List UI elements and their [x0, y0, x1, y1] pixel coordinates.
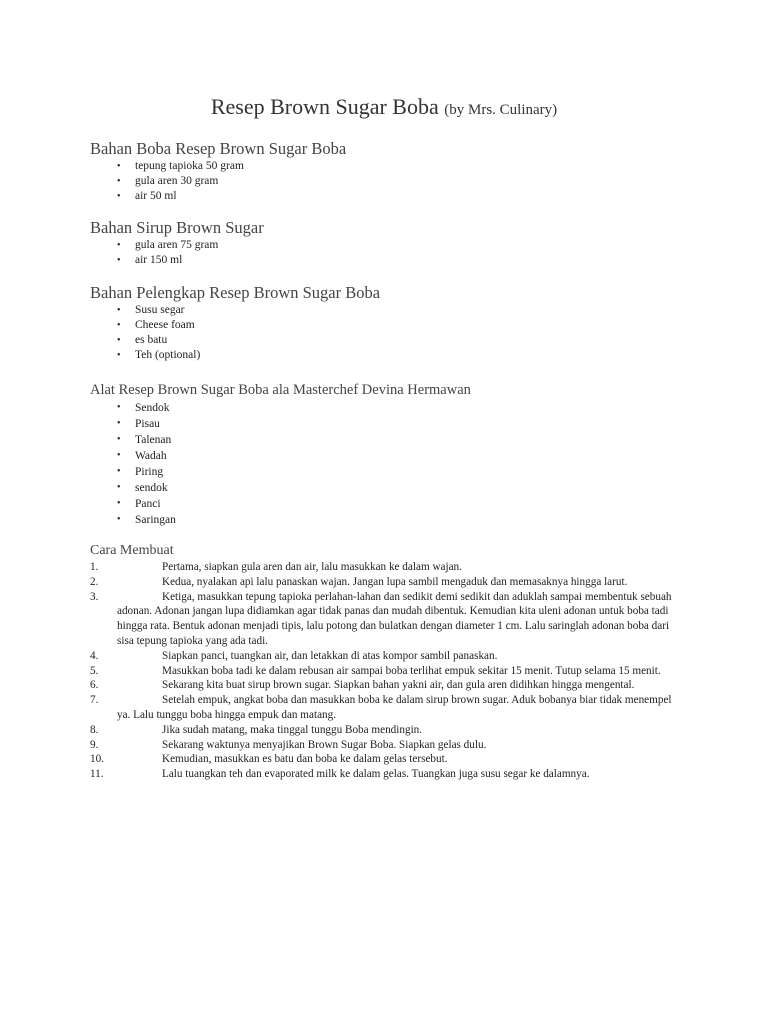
- list-item: • es batu: [117, 334, 168, 346]
- step-text: Ketiga, masukkan tepung tapioka perlahan-lahan dan sedikit demi sedikit dan aduklah sampai membentuk sebuah adonan. Adonan jangan lupa didiamkan agar tidak panas dan mudah dibentuk. Kemudian kita uleni adonan untuk boba tadi hingga rata. Bentuk adonan menjadi tipis, lalu potong dan bulatkan dengan diameter 1 cm. Lalu saringlah adonan boba dari sisa tepung tapioka yang ada tadi.: [117, 590, 672, 647]
- section-method: [90, 542, 690, 782]
- bullet-icon: •: [117, 240, 121, 251]
- list-item: [90, 693, 680, 723]
- step-number: 2.: [90, 575, 99, 588]
- step-number: 1.: [90, 561, 99, 573]
- step-text: Kemudian, masukkan es batu dan boba ke dalam gelas tersebut.: [162, 753, 448, 766]
- step-text: Jika sudah matang, maka tinggal tunggu Boba mendingin.: [162, 723, 423, 736]
- list-item: [90, 664, 680, 679]
- list-item: [90, 560, 680, 575]
- step-number: 10.: [90, 753, 104, 766]
- title-main: Resep Brown Sugar Boba: [210, 94, 439, 119]
- step-number: 4.: [90, 649, 99, 662]
- list-item: • sendok: [117, 482, 168, 494]
- list-item: [90, 575, 680, 590]
- section-heading: Bahan Boba Resep Brown Sugar Boba: [90, 139, 347, 158]
- list-item: [90, 649, 680, 664]
- list-item: • Panci: [117, 498, 161, 510]
- step-text: Kedua, nyalakan api lalu panaskan wajan. Jangan lupa sambil mengaduk dan memasaknya hingga larut.: [162, 575, 628, 588]
- bullet-icon: •: [117, 255, 121, 266]
- bullet-icon: •: [117, 161, 121, 172]
- list-item: [90, 590, 680, 649]
- bullet-icon: •: [117, 514, 121, 525]
- ingredient-list: [90, 238, 690, 268]
- bullet-icon: •: [117, 305, 121, 316]
- list-item: • gula aren 75 gram: [117, 239, 219, 251]
- tool-list: [90, 400, 690, 528]
- step-text: Sekarang kita buat sirup brown sugar. Siapkan bahan yakni air, dan gula aren didihkan hingga mengental.: [162, 679, 635, 692]
- step-number: 5.: [90, 664, 99, 677]
- step-text: Setelah empuk, angkat boba dan masukkan boba ke dalam sirup brown sugar. Aduk bobanya biar tidak menempel ya. Lalu tunggu boba hingga empuk dan matang.: [117, 694, 672, 721]
- bullet-icon: •: [117, 176, 121, 187]
- list-item: [90, 723, 680, 738]
- bullet-icon: •: [117, 418, 121, 429]
- ingredient-list: [90, 159, 690, 204]
- step-text: Pertama, siapkan gula aren dan air, lalu masukkan ke dalam wajan.: [162, 561, 462, 573]
- section-heading: Alat Resep Brown Sugar Boba ala Masterchef Devina Hermawan: [90, 382, 471, 398]
- list-item: • gula aren 30 gram: [117, 175, 219, 187]
- bullet-icon: •: [117, 350, 121, 361]
- ingredient-list: [90, 303, 690, 363]
- section-heading: Bahan Sirup Brown Sugar: [90, 218, 264, 237]
- bullet-icon: •: [117, 466, 121, 477]
- list-item: • Sendok: [117, 402, 170, 414]
- bullet-icon: •: [117, 335, 121, 346]
- bullet-icon: •: [117, 191, 121, 202]
- section-heading: Bahan Pelengkap Resep Brown Sugar Boba: [90, 283, 381, 302]
- section-complement-ingredients: [90, 283, 690, 363]
- list-item: [90, 738, 680, 753]
- list-item: • Piring: [117, 466, 164, 478]
- page-title: [0, 92, 768, 125]
- list-item: • tepung tapioka 50 gram: [117, 160, 244, 172]
- bullet-icon: •: [117, 402, 121, 413]
- section-syrup-ingredients: [90, 218, 690, 268]
- list-item: [90, 767, 680, 782]
- step-text: Siapkan panci, tuangkan air, dan letakkan di atas kompor sambil panaskan.: [162, 649, 498, 662]
- section-tools: [90, 380, 690, 528]
- step-list: [90, 560, 680, 782]
- section-boba-ingredients: [90, 139, 690, 204]
- list-item: [90, 752, 680, 767]
- step-number: 6.: [90, 679, 99, 692]
- step-number: 3.: [90, 590, 99, 603]
- list-item: • Saringan: [117, 514, 176, 526]
- step-number: 8.: [90, 723, 99, 736]
- list-item: • Wadah: [117, 450, 167, 462]
- list-item: • Teh (optional): [117, 349, 201, 361]
- list-item: • Susu segar: [117, 304, 185, 316]
- step-number: 11.: [90, 768, 104, 781]
- list-item: [90, 678, 680, 693]
- list-item: • Talenan: [117, 434, 172, 446]
- list-item: • air 50 ml: [117, 190, 177, 202]
- list-item: • Pisau: [117, 418, 160, 430]
- section-heading: Cara Membuat: [90, 543, 174, 558]
- bullet-icon: •: [117, 434, 121, 445]
- title-byline: (by Mrs. Culinary): [444, 102, 558, 118]
- list-item: • Cheese foam: [117, 319, 195, 331]
- list-item: • air 150 ml: [117, 254, 183, 266]
- bullet-icon: •: [117, 498, 121, 509]
- bullet-icon: •: [117, 482, 121, 493]
- step-text: Lalu tuangkan teh dan evaporated milk ke dalam gelas. Tuangkan juga susu segar ke dalamnya.: [162, 768, 590, 781]
- step-number: 7.: [90, 694, 99, 707]
- bullet-icon: •: [117, 450, 121, 461]
- step-text: Masukkan boba tadi ke dalam rebusan air sampai boba terlihat empuk sekitar 15 menit. Tutup selama 15 menit.: [162, 664, 661, 677]
- bullet-icon: •: [117, 320, 121, 331]
- step-text: Sekarang waktunya menyajikan Brown Sugar Boba. Siapkan gelas dulu.: [162, 738, 487, 751]
- step-number: 9.: [90, 738, 99, 751]
